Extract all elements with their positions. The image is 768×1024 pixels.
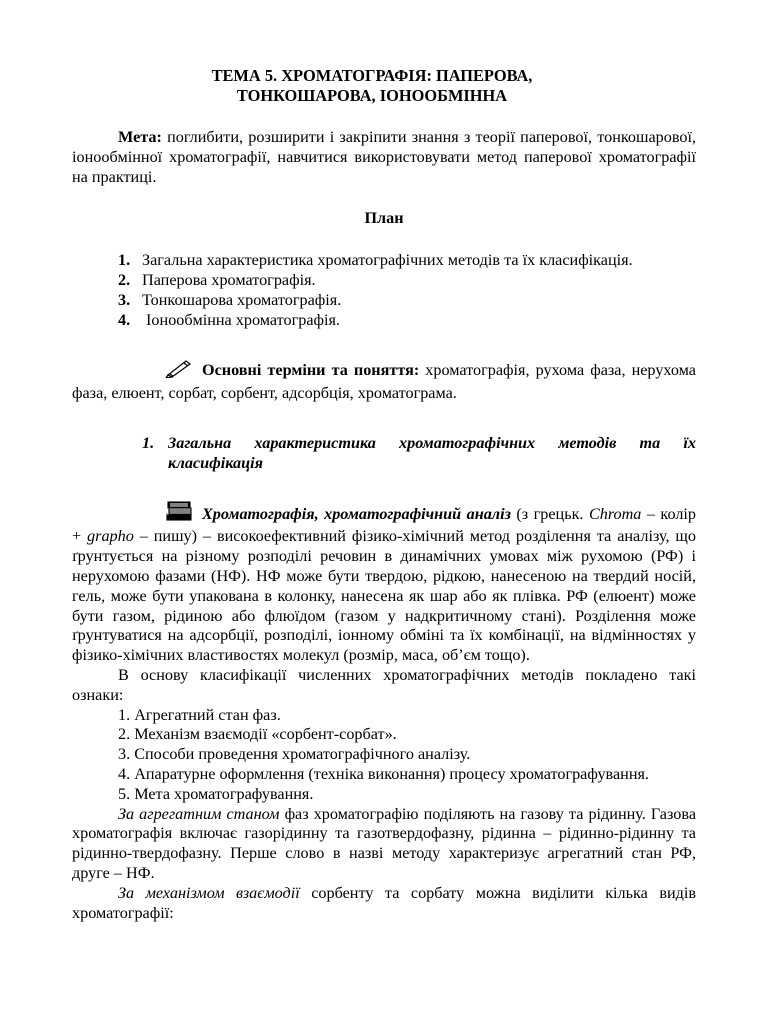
plan-item: 4. Іонообмінна хроматографія.: [118, 310, 340, 329]
definition-paragraph: Хроматографія, хроматографічний аналіз (з грецьк. Chroma – колір + grapho – пишу) – високоефективний фізико-хімічний метод розділення та аналізу, що ґрунтується на різному розподілі речовин в динамічних умовах між рухомою (РФ) і нерухомою фазами (НФ). НФ може бути твердою, рідкою, нанесеною на твердий носій, гель, може бути упакована в колонку, нанесена як шар або як плівка. РФ (елюент) може бути газом, рідиною або флюїдом (газом у надкритичному стані). Розділення може ґрунтуватися на адсорбції, розподілі, іонному обміні та їх комбінації, на відмінностях у фізико-хімічних властивостях молекул (розмір, маса, об’єм тощо).: [72, 500, 696, 666]
goal-label: Мета:: [118, 128, 162, 146]
classification-item: 5. Мета хроматографування.: [118, 784, 314, 803]
aggregate-paragraph: За агрегатним станом фаз хроматографію поділяють на газову та рідинну. Газова хроматографія включає газорідинну та газотвердофазну, рідинна – рідинно-рідинну та рідинно-твердофазну. Перше слово в назві методу характеризує агрегатний стан РФ, друге – НФ.: [72, 804, 696, 882]
section-heading: [72, 434, 696, 474]
mechanism-lead: За механізмом взаємодії: [118, 883, 300, 902]
plan-item: 3. Тонкошарова хроматографія.: [118, 290, 342, 309]
section-number: 1.: [142, 433, 155, 452]
terms-paragraph: [72, 358, 696, 404]
plan-heading: План: [364, 209, 404, 228]
plan-item: 2. Паперова хроматографія.: [118, 270, 316, 289]
terms-label: Основні терміни та поняття:: [202, 361, 420, 380]
terms-text: хроматографія, рухома фаза, нерухома фаза, елюент, сорбат, сорбент, адсорбція, хроматограма.: [72, 361, 696, 403]
goal-paragraph: [72, 128, 696, 187]
classification-item: 3. Способи проведення хроматографічного аналізу.: [118, 745, 471, 764]
books-icon: [118, 500, 194, 528]
section-title-line-2: класифікація: [168, 453, 263, 472]
plan-list: [72, 251, 696, 330]
classification-item: 2. Механізм взаємодії «сорбент-сорбат».: [118, 725, 397, 744]
title-line-1: ТЕМА 5. ХРОМАТОГРАФІЯ: ПАПЕРОВА,: [211, 66, 533, 85]
mechanism-paragraph: За механізмом взаємодії сорбенту та сорбату можна виділити кілька видів хроматографії:: [72, 883, 696, 922]
goal-text: поглибити, розширити і закріпити знання з теорії паперової, тонкошарової, іонообмінної хроматографії, навчитися використовувати метод паперової хроматографії на практиці.: [72, 128, 696, 186]
plan-item: 1. Загальна характеристика хроматографічних методів та їх класифікація.: [118, 251, 633, 270]
classification-item: 1. Агрегатний стан фаз.: [118, 705, 281, 724]
document-title: [72, 66, 632, 106]
pencil-icon: [118, 358, 194, 384]
aggregate-lead: За агрегатним станом: [118, 804, 280, 823]
classification-item: 4. Апаратурне оформлення (техніка виконання) процесу хроматографування.: [118, 764, 649, 783]
section-title-line-1: Загальна характеристика хроматографічних методів та їх: [168, 433, 696, 452]
title-line-2: ТОНКОШАРОВА, ІОНООБМІННА: [236, 86, 508, 105]
document-page: [72, 66, 696, 923]
classification-intro: В основу класифікації численних хроматографічних методів покладено такі ознаки:: [72, 665, 696, 704]
definition-term: Хроматографія, хроматографічний аналіз: [202, 504, 511, 523]
